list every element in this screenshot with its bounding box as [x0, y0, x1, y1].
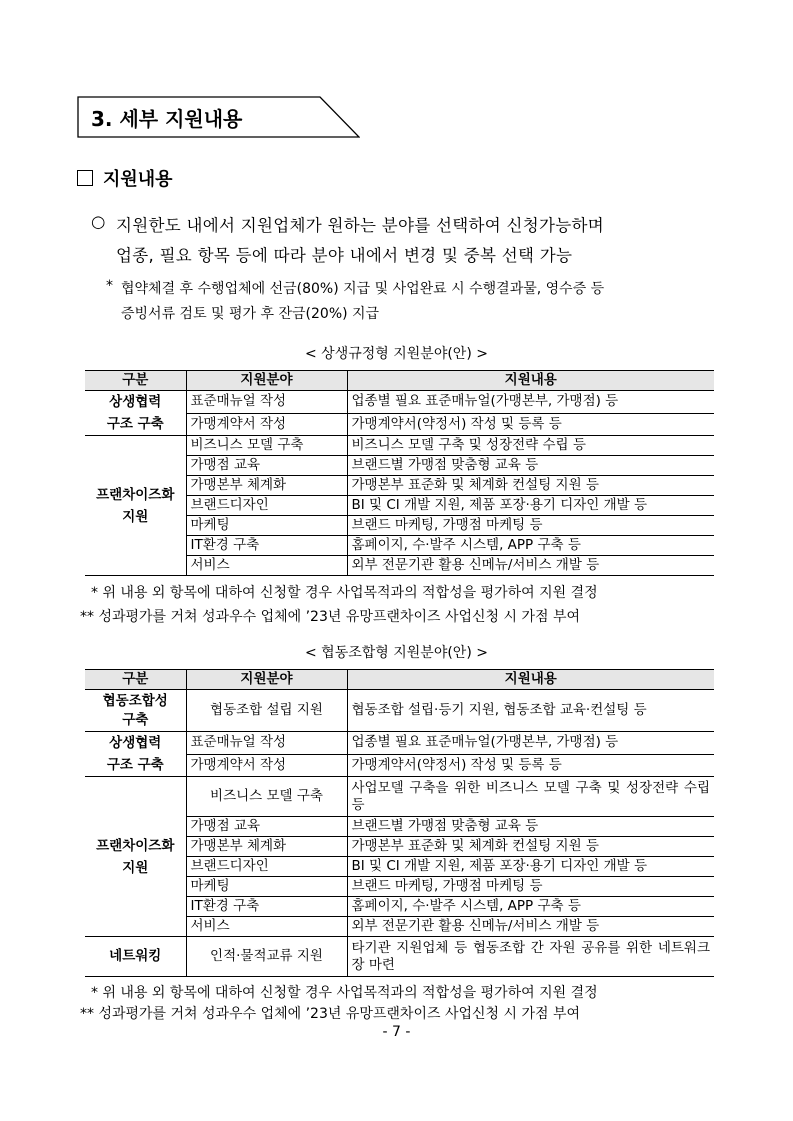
subheading-text: 지원내용: [103, 169, 173, 190]
intro-line-1: 지원한도 내에서 지원업체가 원하는 분야를 선택하여 신청가능하며: [116, 216, 604, 235]
table-row: [85, 436, 714, 456]
table1-field: 비즈니스 모델 구축: [186, 436, 347, 456]
table2-field: 가맹계약서 작성: [186, 754, 347, 777]
table1-field: 브랜드디자인: [186, 496, 347, 516]
table2-header-content: 지원내용: [347, 670, 714, 690]
table2-category-networking: 네트워킹: [85, 937, 186, 977]
table2-footnote-1: * 위 내용 외 항목에 대하여 신청할 경우 사업목적과의 적합성을 평가하여 지원 결정: [91, 985, 598, 1001]
table2-footnote-2: ** 성과평가를 거쳐 성과우수 업체에 ’23년 유망프랜차이즈 사업신청 시 가점 부여: [80, 1006, 581, 1022]
table1-header-content: 지원내용: [347, 371, 714, 391]
subheading: [77, 165, 173, 191]
table-row: [85, 777, 714, 817]
table2: [85, 669, 714, 977]
table2-field: 협동조합 설립 지원: [186, 690, 347, 732]
table1-footnote-1: * 위 내용 외 항목에 대하여 신청할 경우 사업목적과의 적합성을 평가하여 지원 결정: [91, 585, 598, 601]
table2-content: 외부 전문기관 활용 신메뉴/서비스 개발 등: [347, 917, 714, 937]
table2-field: 마케팅: [186, 877, 347, 897]
table2-field: 비즈니스 모델 구축: [186, 777, 347, 817]
table2-caption: < 협동조합형 지원분야(안) >: [305, 645, 488, 661]
table1-content: 브랜드 마케팅, 가맹점 마케팅 등: [347, 516, 714, 536]
table2-field: 가맹본부 체계화: [186, 837, 347, 857]
table1-content: 가맹본부 표준화 및 체계화 컨설팅 지원 등: [347, 476, 714, 496]
table2-content: 사업모델 구축을 위한 비즈니스 모델 구축 및 성장전략 수립 등: [347, 777, 714, 817]
table1-field: IT환경 구축: [186, 536, 347, 556]
table2-field: IT환경 구축: [186, 897, 347, 917]
intro-bullet-mark: ○: [91, 212, 106, 231]
table2-field: 브랜드디자인: [186, 857, 347, 877]
table1-content: BI 및 CI 개발 지원, 제품 포장·용기 디자인 개발 등: [347, 496, 714, 516]
table2-field: 서비스: [186, 917, 347, 937]
table1-content: 홈페이지, 수·발주 시스템, APP 구축 등: [347, 536, 714, 556]
table2-category-franchise: 프랜차이즈화 지원: [85, 777, 186, 937]
table2-field: 표준매뉴얼 작성: [186, 732, 347, 755]
table1-field: 가맹본부 체계화: [186, 476, 347, 496]
table-row: [85, 937, 714, 977]
table2-content: 브랜드 마케팅, 가맹점 마케팅 등: [347, 877, 714, 897]
table2-content: 브랜드별 가맹점 맞춤형 교육 등: [347, 817, 714, 837]
table2-header-field: 지원분야: [186, 670, 347, 690]
table-row: [85, 732, 714, 755]
table1-category-franchise: 프랜차이즈화 지원: [85, 436, 186, 576]
table1-field: 서비스: [186, 556, 347, 576]
table-row: [85, 690, 714, 732]
table1-field: 가맹점 교육: [186, 456, 347, 476]
intro-note-line-2: 증빙서류 검토 및 평가 후 잔금(20%) 지급: [121, 306, 380, 322]
table-row: [85, 391, 714, 414]
table2-content: 가맹계약서(약정서) 작성 및 등록 등: [347, 754, 714, 777]
table1-content: 가맹계약서(약정서) 작성 및 등록 등: [347, 413, 714, 436]
table1-content: 비즈니스 모델 구축 및 성장전략 수립 등: [347, 436, 714, 456]
section-header: [77, 96, 360, 138]
table2-content: 업종별 필요 표준매뉴얼(가맹본부, 가맹점) 등: [347, 732, 714, 755]
table2-content: 타기관 지원업체 등 협동조합 간 자원 공유를 위한 네트워크 장 마련: [347, 937, 714, 977]
table1-header-row: [85, 371, 714, 391]
table1-header-field: 지원분야: [186, 371, 347, 391]
table2-content: 홈페이지, 수·발주 시스템, APP 구축 등: [347, 897, 714, 917]
section-title: 3. 세부 지원내용: [91, 107, 243, 131]
page-number: - 7 -: [382, 1024, 411, 1040]
intro-note-line-1: 협약체결 후 수행업체에 선금(80%) 지급 및 사업완료 시 수행결과물, 영수증 등: [121, 281, 605, 297]
table1: [85, 370, 714, 576]
table1-caption: < 상생규정형 지원분야(안) >: [305, 346, 488, 362]
intro-line-2: 업종, 필요 항목 등에 따라 분야 내에서 변경 및 중복 선택 가능: [116, 246, 573, 265]
table2-content: 가맹본부 표준화 및 체계화 컨설팅 지원 등: [347, 837, 714, 857]
table1-footnote-2: ** 성과평가를 거쳐 성과우수 업체에 ’23년 유망프랜차이즈 사업신청 시 가점 부여: [80, 609, 581, 625]
checkbox-square-icon: [77, 170, 93, 186]
table2-category-cooperation: 상생협력 구조 구축: [85, 732, 186, 777]
table2-category-coop: 협동조합성 구축: [85, 690, 186, 732]
table2-header-category: 구분: [85, 670, 186, 690]
table2-header-row: [85, 670, 714, 690]
intro-note-mark: *: [106, 278, 113, 294]
table1-content: 외부 전문기관 활용 신메뉴/서비스 개발 등: [347, 556, 714, 576]
table1-content: 브랜드별 가맹점 맞춤형 교육 등: [347, 456, 714, 476]
table1-category-cooperation: 상생협력 구조 구축: [85, 391, 186, 436]
table2-field: 가맹점 교육: [186, 817, 347, 837]
table1-field: 마케팅: [186, 516, 347, 536]
table1-header-category: 구분: [85, 371, 186, 391]
table2-content: 협동조합 설립·등기 지원, 협동조합 교육·컨설팅 등: [347, 690, 714, 732]
table1-field: 가맹계약서 작성: [186, 413, 347, 436]
table1-content: 업종별 필요 표준매뉴얼(가맹본부, 가맹점) 등: [347, 391, 714, 414]
table2-content: BI 및 CI 개발 지원, 제품 포장·용기 디자인 개발 등: [347, 857, 714, 877]
table2-field: 인적·물적교류 지원: [186, 937, 347, 977]
table1-field: 표준매뉴얼 작성: [186, 391, 347, 414]
